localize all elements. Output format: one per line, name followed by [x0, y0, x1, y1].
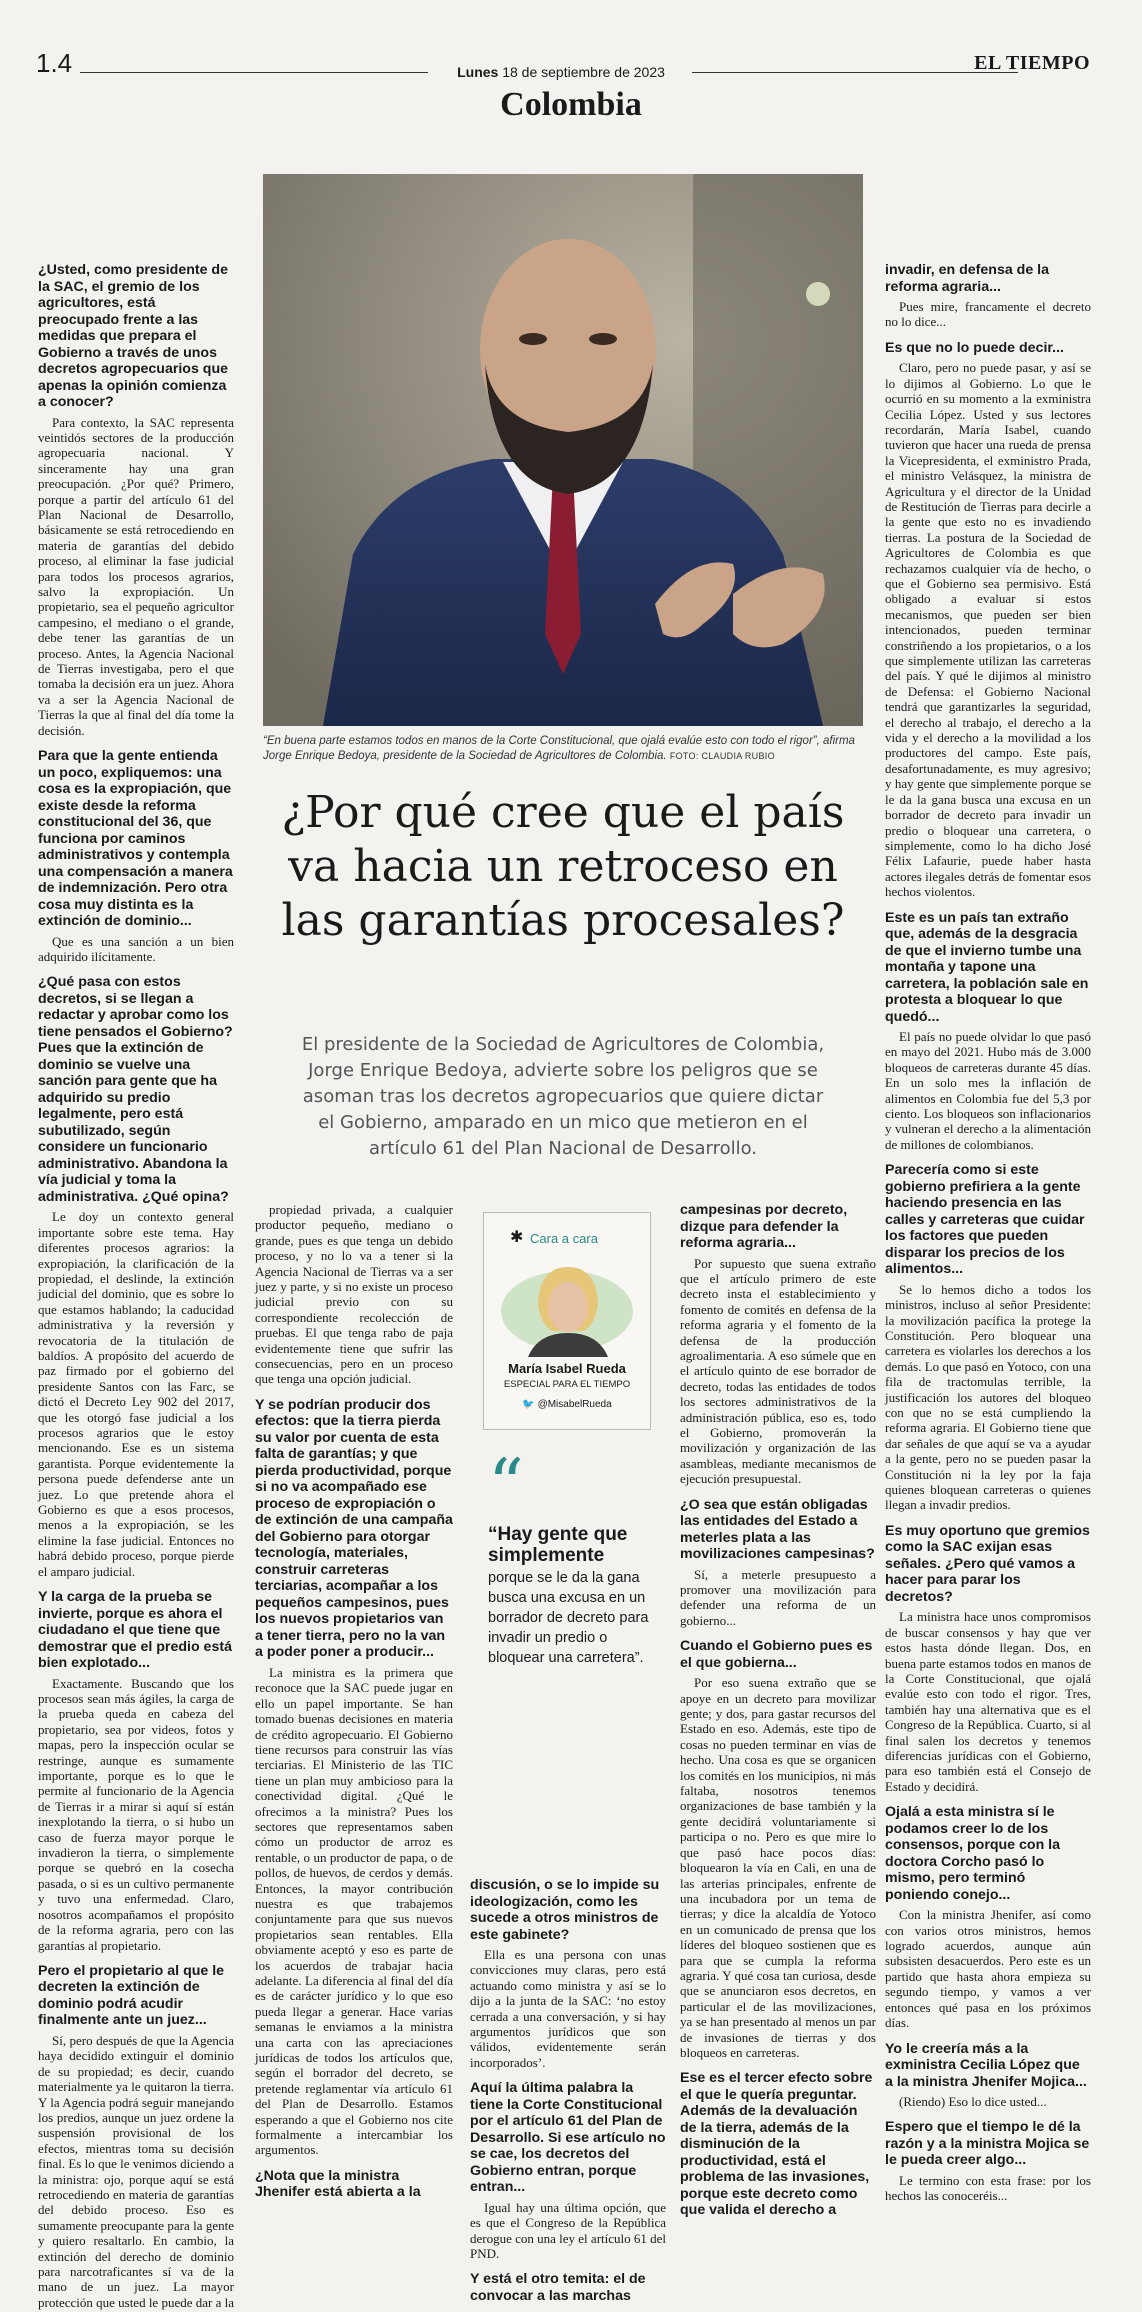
- question-heading: discusión, o se lo impide su ideologización, como les sucede a otros ministros de este gabinete?: [470, 1877, 660, 1943]
- photo-caption: [263, 734, 863, 764]
- author-twitter[interactable]: [484, 1399, 650, 1410]
- answer-paragraph: Sí, a meterle presupuesto a promover una movilización para defender una reforma de un gobierno...: [680, 1566, 876, 1628]
- portrait-illustration: [263, 174, 863, 726]
- author-handle: @MisabelRueda: [537, 1399, 612, 1410]
- question-heading: Pero el propietario al que le decreten la extinción de dominio podrá acudir finalmente ante un juez...: [38, 1962, 225, 2029]
- date-day: Lunes: [457, 64, 499, 80]
- question-heading: Este es un país tan extraño que, además de la desgracia de que el invierno tumbe una montaña y tapone una carretera, la población sale en protesta a bloquear lo que quedó...: [885, 909, 1089, 1025]
- quote-mark-icon: “: [488, 1444, 524, 1526]
- interview-photo: [263, 174, 863, 726]
- answer-paragraph: Que es una sanción a un bien adquirido ilícitamente.: [38, 933, 234, 964]
- question-heading: ¿O sea que están obligadas las entidades del Estado a meterles plata a las movilizaciones campesinas?: [680, 1496, 875, 1563]
- article-column-1: [38, 262, 234, 2312]
- answer-paragraph: Por supuesto que suena extraño que el artículo primero de este decreto insta el establecimiento y fomento de comités en defensa de la reforma agraria y el fomento de la defensa de la producción agroalimentaria. A eso súmele que en el artículo quinto de ese borrador de decreto, todas las entidades de todos los sectores administrativos de la administración pública, eso es, todo el Gobierno, promoverán la movilización y organización de las asambleas, mediante mecanismos de ejecución presupuestal.: [680, 1255, 876, 1487]
- pull-quote-head: “Hay gente que simplemente: [488, 1524, 628, 1566]
- pull-quote: [488, 1444, 652, 1668]
- answer-paragraph: El país no puede olvidar lo que pasó en mayo del 2021. Hubo más de 3.000 bloqueos de carreteras durante 45 días. En un solo mes la inflación de alimentos en Colombia fue del 5,3 por ciento. Los bloqueos son inflacionarios y vulneran el derecho a la alimentación de millones de colombianos.: [885, 1029, 1091, 1152]
- question-heading: Espero que el tiempo le dé la razón y a la ministra Mojica se le pueda creer algo...: [885, 2119, 1090, 2169]
- question-heading: ¿Nota que la ministra Jhenifer está abierta a la: [255, 2167, 421, 2201]
- author-box: [483, 1212, 651, 1430]
- headline: ¿Por qué cree que el país va hacia un retroceso en las garantías procesales?: [281, 787, 845, 946]
- question-heading: Cuando el Gobierno pues es el que gobierna...: [680, 1638, 873, 1671]
- answer-paragraph: Por eso suena extraño que se apoye en un decreto para movilizar gente; y dos, para gastar recursos del Estado en eso. Además, este tipo de cosas no pueden terminar en vías de hecho. Una cosa es que se organicen los comités en los municipios, ni más faltaba, nosotros tenemos organizaciones de base también y la gente decidirá voluntariamente si participa o no. Pero es que mire lo que pasó hace pocos días: bloquearon la vía en Cali, en una de las arterias principales, enfrente de una incubadora por un tema de tierras; y dice la alcaldía de Yotoco en un comunicado de prensa que los líderes del bloqueo sostienen que es para que se cumpla la reforma agraria. Y qué cosa tan curiosa, desde que se anunciaron esos decretos, en particular el de las movilizaciones, ya se han presentado al menos un par de invasiones de tierras y dos bloqueos en carreteras.: [680, 1675, 876, 2060]
- answer-paragraph: Claro, pero no puede pasar, y así se lo dijimos al Gobierno. Lo que le ocurrió en su momento a la exministra Cecilia López. Usted y sus lectores recordarán, María Isabel, cuando tuvieron que hacer una rueda de prensa la Vicepresidenta, el exministro Prada, el ministro Velásquez, la ministra de Agricultura y el director de la Unidad de Restitución de Tierras para decirle a la gente que esto no es invadiendo tierras. La postura de la Sociedad de Agricultores de Colombia es que rechazamos cualquier vía de hecho, o que el Gobierno sea permisivo. Está obligado a evaluar si estos mecanismos, que pueden ser bien intencionados, pueden terminar constriñendo a los propietarios, o a los que simplemente utilizan las carreteras del país. Y qué le dijimos al ministro de Defensa: el Gobierno Nacional tendrá que garantizarles la seguridad, el derecho al trabajo, el derecho a la vida y el derecho a la movilidad a los productores del campo. Este país, desafortunadamente, es muy agresivo; y hay gente que simplemente porque se le da la gana busca una excusa en un borrador de decreto para invadir un predio o bloquear una carretera, o simplemente, como lo ha dicho José Félix Lafaurie, puede haber hasta actores ilegales detrás de fomentar esos hechos violentos.: [885, 360, 1091, 900]
- question-heading: Y la carga de la prueba se invierte, porque es ahora el ciudadano el que tiene que demostrar que el predio está bien explotado...: [38, 1589, 232, 1672]
- question-heading: ¿Usted, como presidente de la SAC, el gremio de los agricultores, está preocupado frente a las medidas que prepara el Gobierno a través de unos decretos agropecuarios que apenas la opinión comienza a conocer?: [38, 262, 229, 410]
- answer-paragraph: Para contexto, la SAC representa veintidós sectores de la producción agropecuaria nacional. Y sinceramente hay una gran preocupación. ¿Por qué? Primero, porque a partir del artículo 61 del Plan Nacional de Desarrollo, básicamente se está retrocediendo en materia de garantías del debido proceso, al eliminar la fase judicial para todos los procesos agrarios, salvo la expropiación. Un propietario, sea el pequeño agricultor campesino, el mediano o el grande, debe tener las garantías de un proceso. Antes, la Agencia Nacional de Tierras investigaba, pero el que tomaba la decisión era un juez. Ahora va a ser la Agencia Nacional de Tierras la que al final del día tome la decisión.: [38, 414, 235, 738]
- asterisk-icon: ✱: [510, 1229, 524, 1246]
- answer-paragraph: Le termino con esta frase: por los hechos las conoceréis...: [885, 2172, 1091, 2204]
- newspaper-logo: EL TIEMPO: [974, 52, 1090, 74]
- question-heading: Es muy oportuno que gremios como la SAC exijan esas señales. ¿Pero qué vamos a hacer para parar los decretos?: [885, 1522, 1090, 1605]
- publication-date: [430, 64, 692, 80]
- author-illustration: [498, 1253, 636, 1357]
- twitter-icon: 🐦: [522, 1399, 535, 1410]
- article-column-4: [680, 1202, 876, 2223]
- answer-paragraph: propiedad privada, a cualquier productor pequeño, mediano o grande, pues es que tenga un debido proceso, y no lo va a tener si la Agencia Nacional de Tierras va a ser juez y parte, y si no existe un proceso judicial previo con su correspondiente recolección de pruebas. El que tenga rabo de paja evidentemente tiene que sufrir las consecuencias, pero en un proceso que tenga una opción judicial.: [255, 1202, 453, 1387]
- answer-paragraph: Sí, pero después de que la Agencia haya decidido extinguir el dominio de su propiedad; es decir, cuando materialmente ya le quitaron la tierra. Y la Agencia podrá seguir manejando los predios, aunque un juez ordene la suspensión provisional de los efectos, mientras toma su decisión final. Es lo que le venimos diciendo a la ministra: ojo, porque aquí se está retrocediendo en materia de garantías del debido proceso. Eso es sumamente preocupante para la gente y quiero resaltarlo. En cambio, la extinción del derecho de dominio para narcotraficantes sí va de la mano de un juez. La mayor protección que usted le puede dar a la: [38, 2032, 234, 2310]
- article-column-5: [885, 262, 1091, 2206]
- question-heading: Yo le creería más a la exministra Cecilia López que a la ministra Jhenifer Mojica...: [885, 2040, 1087, 2090]
- question-heading: Y está el otro temita: el de convocar a las marchas: [470, 2271, 646, 2304]
- question-heading: Es que no lo puede decir...: [885, 339, 1064, 356]
- answer-paragraph: Exactamente. Buscando que los procesos sean más ágiles, la carga de la prueba queda en cabeza del propietario, sea por videos, fotos y mapas, pero la inspección ocular se restringe, aunque es sumamente importante, porque es lo que le permite al funcionario de la Agencia de Tierras ir a mirar si aquí sí están inexplotando la tierra, o si hubo un caso de fuerza mayor porque le invadieron la tierra, o simplemente porque se quebró en la cosecha pasada, o si es un cultivo permanente y tuvo una enfermedad. Claro, nosotros acompañamos el propósito de la reforma agraria, pero con las garantías al propietario.: [38, 1675, 234, 1953]
- header-rule-right: [692, 72, 1018, 73]
- article-column-2: [255, 1202, 453, 2205]
- answer-paragraph: Igual hay una última opción, que es que el Congreso de la República derogue con una ley el artículo 61 del PND.: [470, 2199, 667, 2261]
- answer-paragraph: Pues mire, francamente el decreto no lo dice...: [885, 299, 1091, 330]
- question-heading: Y se podrían producir dos efectos: que la tierra pierda su valor por cuenta de esta falta de garantías; y que pierda productividad, porque si no va acompañado ese proceso de expropiación o de extinción de una campaña del Gobierno para otorgar tecnología, materiales, construir carreteras terciarias, acompañar a los pequeños campesinos, pues los nuevos propietarios van a tener tierra, pero no la van a poder poner a producir...: [255, 1396, 453, 1661]
- question-heading: Parecería como si este gobierno prefiriera a la gente haciendo presencia en las calles y carreteras que cuidar los factores que pueden disparar los precios de los alimentos...: [885, 1162, 1085, 1278]
- photo-credit: FOTO: CLAUDIA RUBIO: [669, 751, 775, 761]
- author-name: María Isabel Rueda: [508, 1361, 626, 1376]
- header-rule-left: [80, 72, 428, 73]
- author-box-label: Cara a cara: [530, 1231, 598, 1246]
- question-heading: invadir, en defensa de la reforma agraria...: [885, 262, 1050, 295]
- question-heading: Aquí la última palabra la tiene la Corte Constitucional por el artículo 61 del Plan de Desarrollo. Si ese artículo no se cae, los decretos del Gobierno entran, porque entran...: [470, 2080, 666, 2196]
- answer-paragraph: La ministra es la primera que reconoce que la SAC puede jugar en ello un papel importante. Se han tomado buenas decisiones en materia de crédito agropecuario. El Gobierno tiene recursos para construir las vías terciarias. El Ministerio de las TIC tiene un plan muy ambicioso para la conectividad digital. ¿Qué le ofrecimos a la ministra? Pues los sectores que representamos saben cómo un productor de arroz es rentable, o un productor de papa, o de pollos, de huevos, de cerdos y demás. Entonces, la mayor contribución nuestra es que trabajemos conjuntamente para que sus nuevos propietarios sean rentables. Ella obviamente aceptó y eso es parte de los acuerdos de trabajar hacia adelante. La diferencia al final del día es de carácter jurídico y lo que eso pueda llegar a generar. Hace varias semanas le enviamos a la ministra una carta con las apreciaciones jurídicas de todos los artículos que, según el borrador del decreto, se pretende reglamentar vía artículo 61 del Plan de Desarrollo. Estamos esperando a que el Gobierno nos cite formalmente a intercambiar los argumentos.: [255, 1664, 453, 2158]
- answer-paragraph: Ella es una persona con unas convicciones muy claras, pero está actuando como ministra y así se lo dijo a la junta de la SAC: ‘no estoy cerrada a una conversación, y si hay argumentos jurídicos que son válidos, evidentemente serán incorporados’.: [470, 1947, 666, 2070]
- answer-paragraph: La ministra hace unos compromisos de buscar consensos y hay que ver estos hasta dónde llegan. Dos, en buena parte estamos todos en manos de la Corte Constitucional, que ojalá evalúe esto con todo el rigor. Tres, también hay una alternativa que es el Congreso de la República. Cuarto, si al final salen los decretos y tenemos diferencias jurídicas con el Gobierno, para eso también está el Consejo de Estado y decidirá.: [885, 1609, 1091, 1794]
- answer-paragraph: Con la ministra Jhenifer, así como con varios otros ministros, hemos logrado acuerdos, aunque aún subsisten desacuerdos. Pero este es un partido que hasta ahora empieza su segundo tiempo, y vamos a ver entonces qué pasa en los próximos días.: [885, 1907, 1091, 2031]
- pull-quote-body: porque se le da la gana busca una excusa en un borrador de decreto para invadir un predio o bloquear una carretera”.: [488, 1570, 649, 1666]
- page-number: 1.4: [36, 48, 73, 78]
- answer-paragraph: Se lo hemos dicho a todos los ministros, incluso al señor Presidente: la movilización pacífica la protege la Constitución. Pero bloquear una carretera es violarles los derechos a los demás. Lo que pasó en Yotoco, con una fila de tractomulas terrible, la justificación los autores del bloqueo con que no se está cumpliendo la reforma agraria. El Gobierno tiene que dar señales de que aquí se va a ayudar a la gente, pero no se pueden pasar la Constitución ni la ley por la faja quienes bloquean carreteras o quienes llegan a invadir predios.: [885, 1281, 1091, 1513]
- question-heading: Ese es el tercer efecto sobre el que le quería preguntar. Además de la devaluación de la tierra, además de la disminución de la productividad, está el problema de las invasiones, porque este decreto como que valida el derecho a: [680, 2070, 873, 2219]
- caption-text: “En buena parte estamos todos en manos de la Corte Constitucional, que ojalá evalúe esto con todo el rigor”, afirma Jorge Enrique Bedoya, presidente de la Sociedad de Agricultores de Colombia.: [263, 735, 855, 762]
- question-heading: Ojalá a esta ministra sí le podamos creer lo de los consensos, porque con la doctora Corcho pasó lo mismo, pero terminó poniendo conejo...: [885, 1804, 1061, 1903]
- section-title: Colombia: [500, 86, 642, 123]
- answer-paragraph: (Riendo) Eso lo dice usted...: [899, 2094, 1047, 2109]
- question-heading: campesinas por decreto, dizque para defender la reforma agraria...: [680, 1202, 848, 1251]
- article-deck: El presidente de la Sociedad de Agricultores de Colombia, Jorge Enrique Bedoya, advierte sobre los peligros que se asoman tras los decretos agropecuarios que quiere dictar el Gobierno, amparado en un mico que metieron en el artículo 61 del Plan Nacional de Desarrollo.: [301, 1034, 825, 1159]
- date-rest: 18 de septiembre de 2023: [498, 64, 665, 80]
- question-heading: ¿Qué pasa con estos decretos, si se llegan a redactar y aprobar como los tiene pensados el Gobierno? Pues que la extinción de dominio se vuelve una sanción para gente que ha adquirido su predio legalmente, pero está subutilizado, según considere un funcionario administrativo. Abandona la vía judicial y toma la administrativa. ¿Qué opina?: [38, 974, 233, 1205]
- question-heading: Para que la gente entienda un poco, expliquemos: una cosa es la expropiación, que existe desde la reforma constitucional del 36, que funciona por caminos administrativos y contempla una compensación a manera de indemnización. Pero otra cosa muy distinta es la extinción de dominio...: [38, 748, 233, 930]
- page-header: [0, 0, 1142, 130]
- answer-paragraph: Le doy un contexto general importante sobre este tema. Hay diferentes procesos agrarios: la expropiación, la clarificación de la propiedad, el deslinde, la extinción judicial del dominio, que es sobre lo que estamos hablando; la caducidad administrativa y la reversión y revocatoria de la titulación de baldíos. A propósito del acuerdo de paz firmado por el gobierno del presidente Santos con las Farc, se dictó el Decreto Ley 902 del 2017, que les otorgó fase judicial a los procesos agrarios que le estoy mencionando. Ese es un sistema garantista. Porque evidentemente la persona puede defenderse ante un juez. Lo que pretende ahora el Gobierno es que a esos procesos, menos a la expropiación, se les elimine la fase judicial. Entonces no habrá debido proceso, porque pierde el amparo judicial.: [38, 1209, 234, 1579]
- article-column-3: [470, 1877, 666, 2308]
- author-role: ESPECIAL PARA EL TIEMPO: [503, 1379, 631, 1390]
